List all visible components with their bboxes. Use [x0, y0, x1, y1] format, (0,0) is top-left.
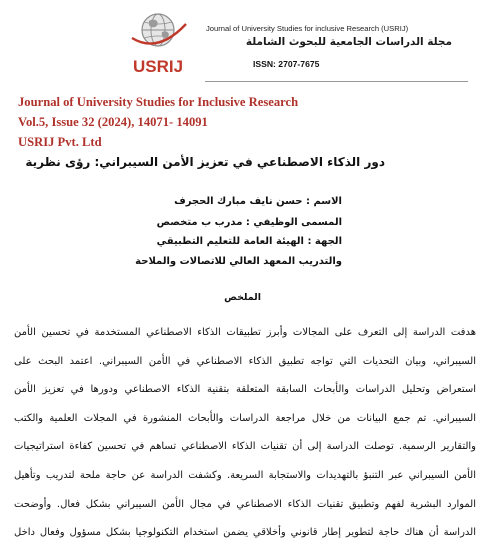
- usrij-logo: [118, 8, 198, 80]
- abstract-line: استعراض وتحليل الدراسات والأبحاث السابقة المتعلقة بتقنية الذكاء الاصطناعي ودورها في تعزيز الأمن: [14, 384, 476, 396]
- abstract-line: هدفت الدراسة إلى التعرف على المجالات وأبرز تطبيقات الذكاء الاصطناعي المستخدمة في تحسين الأمن: [14, 327, 476, 338]
- issn-label: ISSN: 2707-7675: [253, 59, 320, 69]
- abstract-line: الدراسة أن هناك حاجة لتطوير إطار قانوني وأخلاقي يضمن استخدام التكنولوجيا بشكل مسؤول وفعال داخل: [14, 527, 476, 539]
- abstract-line: السيبراني، وبيان التحديات التي تواجه تطبيق الذكاء الاصطناعي في الأمن السيبراني. اعتمد البحث على: [14, 355, 476, 367]
- abstract-line: الأمن السيبراني عبر التنبؤ بالتهديدات والاستجابة السريعة. وكشفت الدراسة عن حاجة ملحة لتدريب وتأهيل: [14, 469, 476, 481]
- abstract-line: السيبراني. تم جمع البيانات من خلال مراجعة الدراسات والأبحاث المنشورة في المجلات العلمية والكتب: [14, 412, 476, 424]
- citation-journal: Journal of University Studies for Inclusive Research: [18, 95, 299, 109]
- abstract-line: والتقارير الرسمية. توصلت الدراسة إلى أن تقنيات الذكاء الاصطناعي تساهم في تحسين كفاءة استراتيجيات: [14, 441, 476, 453]
- citation-volume: Vol.5, Issue 32 (2024), 14071- 14091: [18, 115, 208, 129]
- abstract-body: [14, 319, 476, 548]
- journal-name-english: Journal of University Studies for inclusive Research (USRIJ): [206, 24, 409, 33]
- logo-wordmark: USRIJ: [132, 57, 184, 76]
- author-organization: الجهة : الهيئة العامة للتعليم التطبيقي: [156, 236, 342, 247]
- citation-publisher: USRIJ Pvt. Ltd: [18, 135, 102, 149]
- abstract-heading: الملخص: [224, 292, 261, 303]
- author-name: الاسم : حسن نايف مبارك الحجرف: [174, 196, 342, 207]
- journal-name-arabic: مجلة الدراسات الجامعية للبحوث الشاملة: [245, 36, 452, 48]
- author-job-title: المسمى الوظيفي : مدرب ب متخصص: [156, 217, 342, 228]
- abstract-line: الموارد البشرية لفهم وتطبيق تقنيات الذكاء الاصطناعي في مجال الأمن السيبراني بشكل فعال. وأوضحت: [14, 498, 476, 510]
- journal-header: [0, 0, 488, 88]
- globe-icon: [132, 14, 186, 46]
- paper-title: دور الذكاء الاصطناعي في تعزيز الأمن السيبراني: رؤى نظرية: [25, 155, 385, 169]
- header-divider: [205, 81, 468, 82]
- author-institute: والتدريب المعهد العالي للاتصالات والملاحة: [135, 256, 342, 267]
